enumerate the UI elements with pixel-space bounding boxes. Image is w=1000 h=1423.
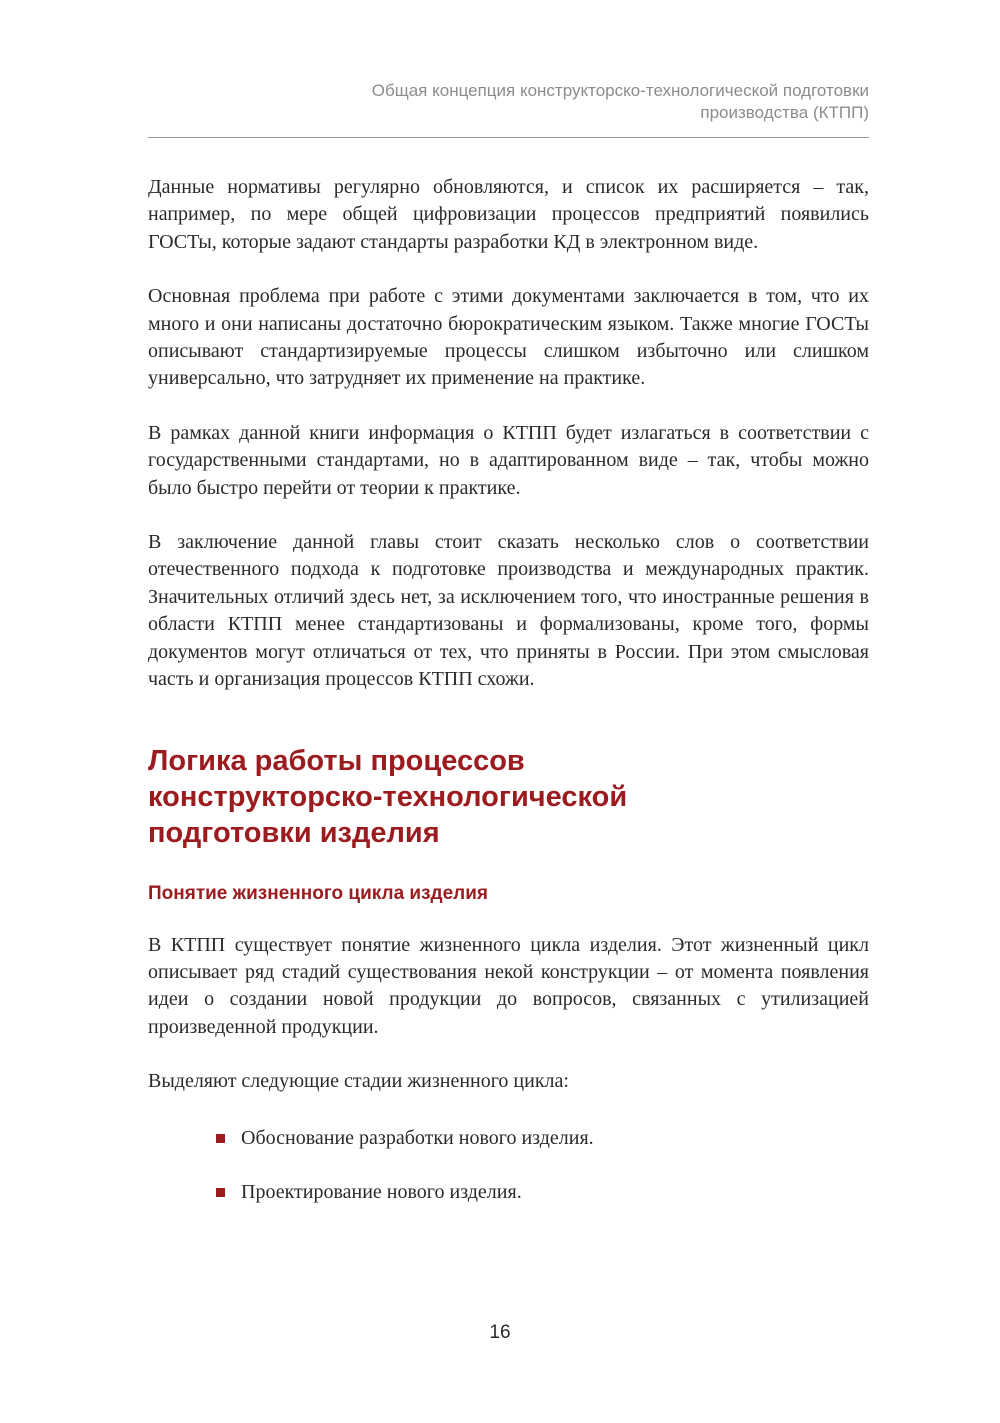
paragraph: В КТПП существует понятие жизненного цикла изделия. Этот жизненный цикл описывает ряд стадий существования некой конструкции – от момента появления идеи о создании новой продукции до вопросов, связанных с утилизацией произведенной продукции. — [148, 933, 869, 1038]
square-bullet-icon — [216, 1188, 225, 1197]
paragraph: В рамках данной книги информация о КТПП будет излагаться в соответствии с государственными стандартами, но в адаптированном виде – так, чтобы можно было быстро перейти от теории к практике. — [148, 421, 869, 499]
lifecycle-stages-list — [148, 1125, 869, 1206]
list-item-text: Обоснование разработки нового изделия. — [241, 1126, 594, 1149]
paragraph: Выделяют следующие стадии жизненного цикла: — [148, 1070, 569, 1093]
running-header-line-1: Общая концепция конструкторско-технологической подготовки — [371, 81, 869, 100]
list-item — [148, 1179, 869, 1206]
header-divider — [148, 137, 869, 138]
running-header — [169, 80, 869, 124]
page-body — [148, 174, 869, 1233]
paragraph: Основная проблема при работе с этими документами заключается в том, что их много и они написаны достаточно бюрократическим языком. Также многие ГОСТы описывают стандартизируемые процессы слишком избыточно или слишком универсально, что затрудняет их применение на практике. — [148, 285, 869, 390]
paragraph: Данные нормативы регулярно обновляются, и список их расширяется – так, например, по мере общей цифровизации процессов предприятий появились ГОСТы, которые задают стандарты разработки КД в электронном виде. — [148, 176, 869, 253]
page-number: 16 — [489, 1322, 511, 1343]
paragraph: В заключение данной главы стоит сказать несколько слов о соответствии отечественного подхода к подготовке производства и международных практик. Значительных отличий здесь нет, за исключением того, что иностранные решения в области КТПП менее стандартизованы и формализованы, кроме того, формы документов могут отличаться от тех, что приняты в России. При этом смысловая часть и организация процессов КТПП схожи. — [148, 531, 869, 691]
list-item — [148, 1125, 869, 1152]
section-title: Понятие жизненного цикла изделия — [148, 882, 489, 904]
list-item-text: Проектирование нового изделия. — [241, 1180, 522, 1203]
chapter-title: Логика работы процессов конструкторско-технологической подготовки изделия — [148, 744, 628, 849]
running-header-line-2: производства (КТПП) — [700, 103, 869, 122]
square-bullet-icon — [216, 1134, 225, 1143]
